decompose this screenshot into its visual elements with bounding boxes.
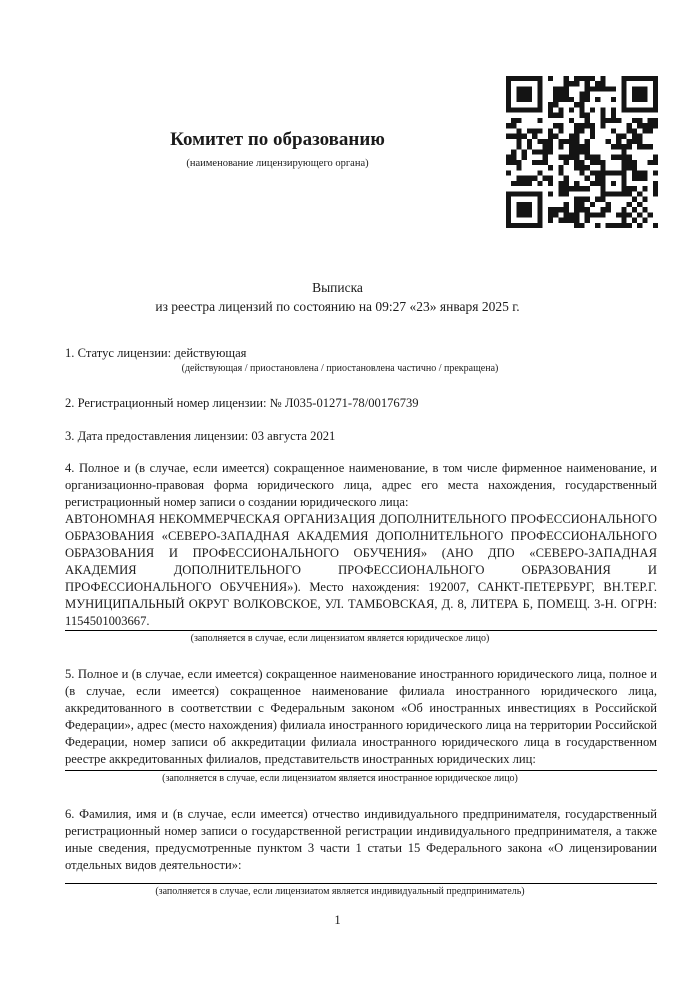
page-number: 1 xyxy=(334,913,341,927)
field-registration-number: 2. Регистрационный номер лицензии: № Л035-01271-78/00176739 xyxy=(65,396,419,410)
field-license-status-caption: (действующая / приостановлена / приостановлена частично / прекращена) xyxy=(181,363,499,374)
fill-in-rule-individual-entrepreneur xyxy=(65,883,657,884)
licensing-authority-block xyxy=(65,128,490,170)
field-grant-date: 3. Дата предоставления лицензии: 03 августа 2021 xyxy=(65,429,336,443)
field-foreign-entity-intro: 5. Полное и (в случае, если имеется) сокращенное наименование иностранного юридического лица, полное и (в случае, если имеется) сокращенное наименование филиала иностранного юридического лица, аккредитованного в соответствии с Федеральным законом «Об иностранных инвестициях в Российской Федерации», адрес (место нахождения) филиала иностранного юридического лица на территории Российской Федерации, номер записи об аккредитации филиала иностранного юридического лица в государственном реестре аккредитованных филиалов, представительств иностранных юридических лиц: xyxy=(65,667,657,766)
licensing-authority-caption: (наименование лицензирующего органа) xyxy=(186,158,369,169)
fill-in-rule-foreign-entity xyxy=(65,770,657,771)
qr-code-icon xyxy=(506,76,658,228)
field-legal-entity-caption: (заполняется в случае, если лицензиатом является юридическое лицо) xyxy=(190,633,490,644)
field-legal-entity-value: АВТОНОМНАЯ НЕКОММЕРЧЕСКАЯ ОРГАНИЗАЦИЯ ДОПОЛНИТЕЛЬНОГО ПРОФЕССИОНАЛЬНОГО ОБРАЗОВАНИЯ «СЕВЕРО-ЗАПАДНАЯ АКАДЕМИЯ ДОПОЛНИТЕЛЬНОГО ПРОФЕССИОНАЛЬНОГО ОБРАЗОВАНИЯ И ПРОФЕССИОНАЛЬНОГО ОБУЧЕНИЯ» (АНО ДПО «СЕВЕРО-ЗАПАДНАЯ АКАДЕМИЯ ДОПОЛНИТЕЛЬНОГО ПРОФЕССИОНАЛЬНОГО ОБРАЗОВАНИЯ И ПРОФЕССИОНАЛЬНОГО ОБУЧЕНИЯ»). Место нахождения: 192007, САНКТ-ПЕТЕРБУРГ, ВН.ТЕР.Г. МУНИЦИПАЛЬНЫЙ ОКРУГ ВОЛКОВСКОЕ, УЛ. ТАМБОВСКАЯ, Д. 8, ЛИТЕРА Б, ПОМЕЩ. 3-Н. ОГРН: 1154501003667. xyxy=(65,512,657,628)
field-legal-entity-intro: 4. Полное и (в случае, если имеется) сокращенное наименование, в том числе фирменное наименование, и организационно-правовая форма юридического лица, адрес его места нахождения, государственный регистрационный номер записи о создании юридического лица: xyxy=(65,461,657,509)
field-license-status: 1. Статус лицензии: действующая xyxy=(65,346,247,360)
fill-in-rule-legal-entity xyxy=(65,630,657,631)
document-body xyxy=(65,345,657,929)
document-title-line1: Выписка xyxy=(312,280,363,295)
field-individual-entrepreneur-caption: (заполняется в случае, если лицензиатом является индивидуальный предприниматель) xyxy=(155,886,525,897)
field-individual-entrepreneur-intro: 6. Фамилия, имя и (в случае, если имеется) отчество индивидуального предпринимателя, государственный регистрационный номер записи о государственной регистрации индивидуального предпринимателя, а также иные сведения, предусмотренные пунктом 3 части 1 статьи 15 Федерального закона «О лицензировании отдельных видов деятельности»: xyxy=(65,807,657,872)
field-foreign-entity-caption: (заполняется в случае, если лицензиатом является иностранное юридическое лицо) xyxy=(162,773,518,784)
document-title xyxy=(65,278,610,316)
licensing-authority-name: Комитет по образованию xyxy=(170,129,385,150)
document-title-line2: из реестра лицензий по состоянию на 09:27 «23» января 2025 г. xyxy=(155,299,520,314)
